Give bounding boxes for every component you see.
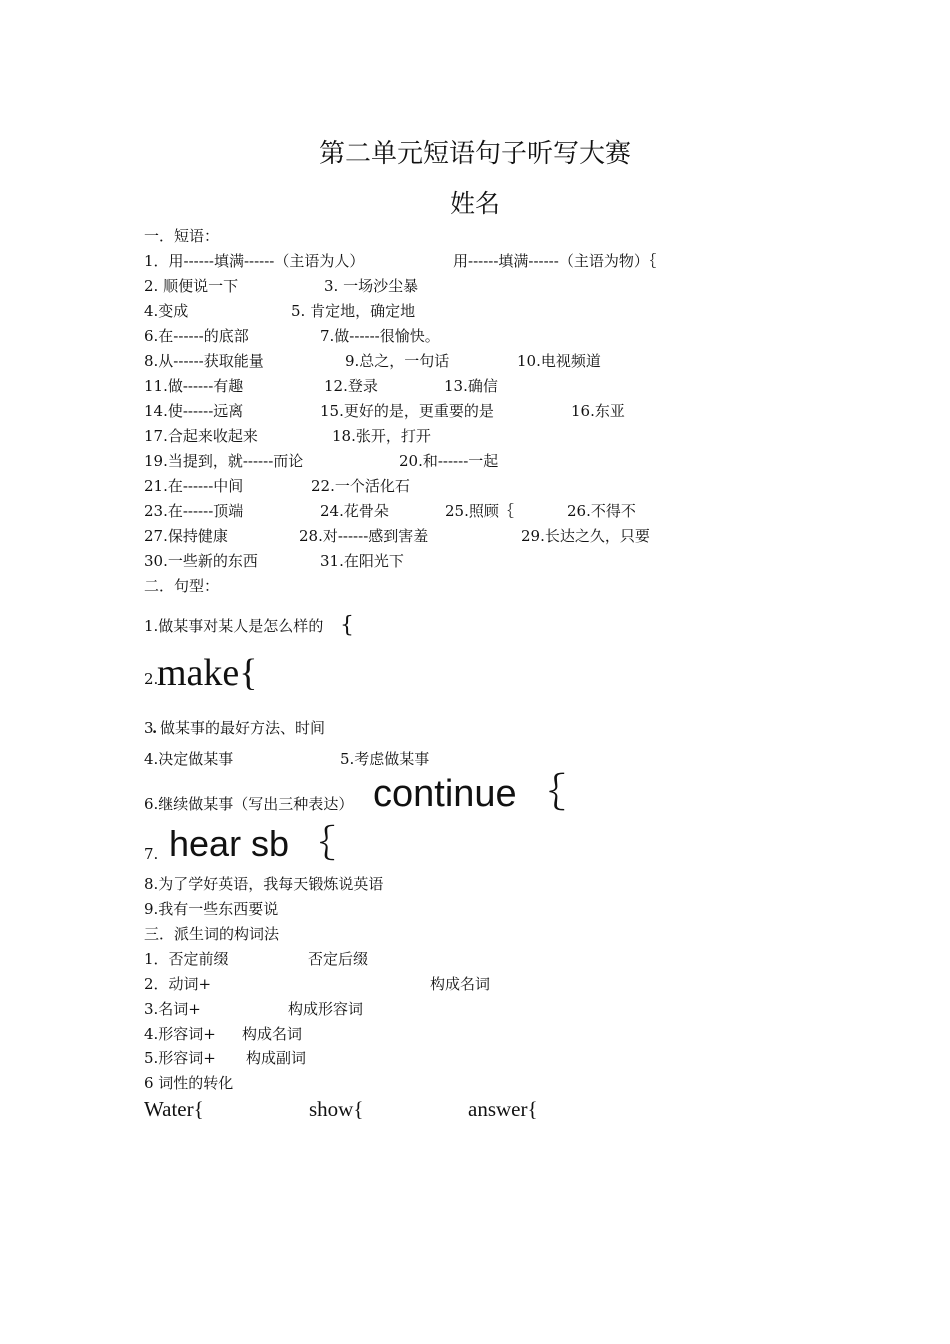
phrase-item: 2. 顺便说一下 — [144, 277, 239, 295]
sentence-number: 2. — [144, 670, 159, 688]
derivation-text: 构成副词 — [246, 1049, 307, 1067]
sentence-text: 做某事的最好方法、时间 — [160, 719, 326, 737]
phrase-item: 1．用------填满------（主语为人） — [144, 252, 365, 270]
phrase-item: 23.在------顶端 — [144, 502, 244, 520]
phrase-item: 12.登录 — [324, 377, 378, 395]
phrase-item: 18.张开，打开 — [332, 427, 431, 445]
phrase-item: 3. 一场沙尘暴 — [324, 277, 419, 295]
phrase-item: 8.从------获取能量 — [144, 352, 264, 370]
section2-heading: 二．句型： — [144, 577, 220, 595]
phrase-item: 4.变成 — [144, 302, 189, 320]
word-item: show{ — [309, 1097, 364, 1121]
phrase-item: 11.做------有趣 — [144, 377, 244, 395]
derivation-row: 6 词性的转化 — [144, 1074, 234, 1092]
word-item: answer{ — [468, 1097, 538, 1121]
sentence-big-text: hear sb ｛ — [169, 823, 336, 864]
phrase-item: 22.一个活化石 — [311, 477, 410, 495]
derivation-text: 5.形容词+ — [144, 1049, 216, 1067]
phrase-item: 7.做------很愉快。 — [320, 327, 440, 345]
sentence-big-text: make{ — [157, 652, 258, 694]
sentence-number: 3 — [144, 719, 154, 737]
phrase-item: 28.对------感到害羞 — [299, 527, 429, 545]
sentence-text: 5.考虑做某事 — [340, 750, 430, 768]
sentence-text: 6.继续做某事（写出三种表达） — [144, 795, 354, 813]
phrase-item: 9.总之，一句话 — [345, 352, 450, 370]
phrase-item: 25.照顾｛ — [445, 502, 514, 520]
phrase-item: 13.确信 — [444, 377, 498, 395]
sentence-big-text: continue ｛ — [373, 773, 566, 815]
derivation-text: 1．否定前缀 — [144, 950, 229, 968]
name-label: 姓名 — [449, 189, 500, 218]
phrase-item: 15.更好的是，更重要的是 — [320, 402, 494, 420]
phrase-item: 5. 肯定地，确定地 — [291, 302, 416, 320]
phrase-item: 26.不得不 — [567, 502, 636, 520]
phrase-item: 16.东亚 — [571, 402, 625, 420]
phrase-item: 20.和------一起 — [399, 452, 499, 470]
sentence-text: 4.决定做某事 — [144, 750, 234, 768]
phrase-item: 19.当提到，就------而论 — [144, 452, 304, 470]
phrase-item: 29.长达之久，只要 — [521, 527, 650, 545]
brace-mark: { — [340, 613, 354, 638]
derivation-text: 构成名词 — [242, 1025, 303, 1043]
phrase-item: 10.电视频道 — [517, 352, 601, 370]
section3-heading: 三．派生词的构词法 — [144, 925, 280, 943]
phrase-item: 用------填满------（主语为物）｛ — [453, 252, 657, 270]
derivation-text: 构成名词 — [430, 975, 491, 993]
section1-heading: 一．短语： — [144, 227, 220, 245]
sentence-9: 9.我有一些东西要说 — [144, 900, 279, 918]
sentence-dot: . — [152, 719, 158, 737]
sentence-text: 1.做某事对某人是怎么样的 — [144, 617, 324, 635]
page-title: 第二单元短语句子听写大赛 — [318, 139, 631, 169]
phrase-item: 24.花骨朵 — [320, 502, 389, 520]
phrase-item: 17.合起来收起来 — [144, 427, 258, 445]
phrase-item: 27.保持健康 — [144, 527, 228, 545]
word-item: Water{ — [144, 1097, 204, 1121]
derivation-text: 构成形容词 — [288, 1000, 364, 1018]
sentence-number: 7. — [144, 845, 159, 863]
derivation-text: 否定后缀 — [308, 950, 369, 968]
derivation-text: 3.名词+ — [144, 1000, 201, 1018]
derivation-text: 2．动词+ — [144, 975, 212, 993]
sentence-8: 8.为了学好英语，我每天锻炼说英语 — [144, 875, 384, 893]
phrase-item: 21.在------中间 — [144, 477, 244, 495]
phrase-item: 30.一些新的东西 — [144, 552, 258, 570]
phrase-item: 14.使------远离 — [144, 402, 244, 420]
derivation-text: 4.形容词+ — [144, 1025, 216, 1043]
phrase-item: 31.在阳光下 — [320, 552, 404, 570]
phrase-item: 6.在------的底部 — [144, 327, 249, 345]
